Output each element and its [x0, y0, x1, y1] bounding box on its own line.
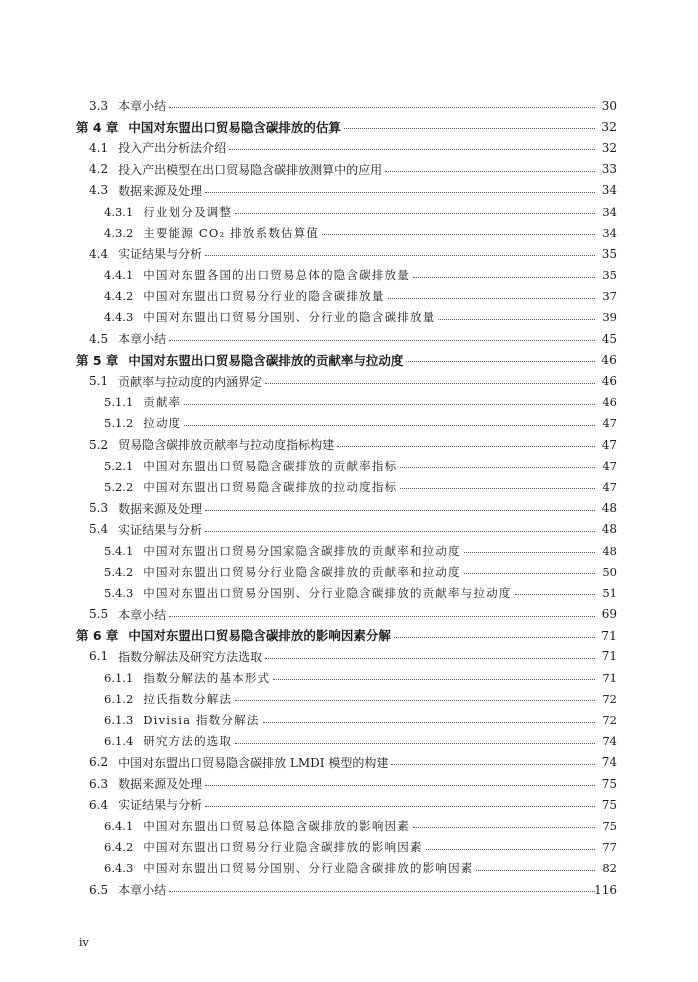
toc-entry-title: 中国对东盟出口贸易分行业隐含碳排放的贡献率和拉动度: [143, 564, 461, 579]
dot-leader: [229, 148, 595, 150]
toc-entry-title: 中国对东盟出口贸易分国家隐含碳排放的贡献率和拉动度: [143, 543, 461, 558]
toc-entry-title: 中国对东盟出口贸易分国别、分行业隐含碳排放的影响因素: [143, 861, 474, 876]
toc-entry-title: 数据来源及处理: [118, 501, 203, 516]
toc-entry-page: 45: [601, 331, 617, 346]
toc-entry-title: 本章小结: [118, 883, 167, 898]
dot-leader: [464, 572, 595, 574]
toc-entry[interactable]: [0, 222, 698, 243]
toc-entry-page: 35: [601, 246, 617, 261]
dot-leader: [205, 784, 595, 786]
toc-entry-title: 中国对东盟出口贸易分行业的隐含碳排放量: [143, 289, 385, 304]
dot-leader: [406, 360, 595, 362]
toc-entry-page: 35: [602, 268, 617, 283]
toc-entry-title: 本章小结: [118, 332, 167, 347]
toc-entry-title: 研究方法的选取: [143, 734, 233, 749]
toc-entry-page: 32: [601, 119, 617, 135]
toc-entry[interactable]: [0, 455, 698, 476]
toc-entry-page: 50: [602, 564, 617, 579]
toc-entry-number: 5.4.2: [104, 564, 134, 579]
toc-entry-title: 投入产出模型在出口贸易隐含碳排放测算中的应用: [118, 162, 383, 177]
toc-entry-title: 拉氏指数分解法: [143, 691, 233, 706]
dot-leader: [205, 191, 595, 193]
toc-entry[interactable]: [0, 180, 698, 201]
toc-entry-page: 69: [601, 607, 617, 622]
toc-entry-number: 5.4.1: [104, 543, 134, 558]
toc-entry[interactable]: [0, 709, 698, 730]
toc-entry[interactable]: [0, 392, 698, 413]
toc-entry-number: 4.4.3: [104, 310, 134, 325]
toc-entry-title: 指数分解法的基本形式: [143, 670, 271, 685]
toc-entry-number: 第 5 章: [76, 352, 119, 368]
toc-entry[interactable]: [0, 265, 698, 286]
toc-entry-page: 37: [602, 289, 617, 304]
toc-entry-title: 中国对东盟出口贸易分行业隐含碳排放的影响因素: [143, 840, 423, 855]
dot-leader: [263, 721, 595, 723]
toc-entry-title: 数据来源及处理: [118, 183, 203, 198]
toc-entry-page: 30: [601, 98, 617, 113]
toc-entry[interactable]: [0, 498, 698, 519]
toc-entry-title: 实证结果与分析: [118, 522, 203, 537]
toc-entry[interactable]: [0, 159, 698, 180]
toc-entry-number: 6.5: [89, 882, 109, 897]
toc-entry-number: 5.1.1: [104, 395, 134, 410]
toc-entry-title: 本章小结: [118, 99, 167, 114]
toc-entry-page: 47: [602, 479, 617, 494]
toc-entry-page: 48: [601, 522, 617, 537]
dot-leader: [184, 424, 595, 426]
toc-entry-number: 5.2.1: [104, 458, 134, 473]
dot-leader: [169, 339, 595, 341]
toc-entry-page: 77: [602, 840, 617, 855]
toc-entry-page: 116: [594, 882, 617, 897]
dot-leader: [235, 699, 595, 701]
dot-leader: [385, 170, 595, 172]
dot-leader: [235, 212, 595, 214]
dot-leader: [515, 593, 595, 595]
toc-entry-title: 主要能源 CO₂ 排放系数估算值: [143, 225, 320, 240]
toc-entry[interactable]: [0, 815, 698, 836]
dot-leader: [205, 805, 595, 807]
dot-leader: [235, 742, 595, 744]
dot-leader: [400, 487, 595, 489]
toc-entry-number: 5.4: [89, 522, 109, 537]
toc-entry-page: 46: [602, 395, 617, 410]
toc-entry[interactable]: [0, 752, 698, 773]
toc-entry-number: 6.1.3: [104, 713, 134, 728]
toc-entry-page: 48: [601, 501, 617, 516]
toc-entry[interactable]: [0, 286, 698, 307]
toc-entry[interactable]: [0, 243, 698, 264]
toc-entry-page: 82: [602, 861, 617, 876]
toc-entry-page: 75: [601, 776, 617, 791]
dot-leader: [265, 657, 595, 659]
toc-entry[interactable]: [0, 582, 698, 603]
toc-entry-page: 72: [602, 691, 617, 706]
toc-entry-number: 6.1.2: [104, 691, 134, 706]
toc-entry-page: 46: [601, 352, 617, 368]
toc-entry-number: 4.2: [89, 162, 109, 177]
toc-entry-page: 71: [602, 670, 617, 685]
toc-entry-number: 6.4.2: [104, 840, 134, 855]
toc-entry[interactable]: [0, 837, 698, 858]
toc-entry-page: 71: [601, 627, 617, 643]
toc-entry-number: 4.4: [89, 246, 109, 261]
toc-entry-title: 中国对东盟出口贸易分国别、分行业隐含碳排放的贡献率与拉动度: [143, 585, 512, 600]
toc-entry-number: 5.4.3: [104, 585, 134, 600]
dot-leader: [426, 848, 595, 850]
dot-leader: [273, 678, 595, 680]
toc-entry-number: 4.4.1: [104, 268, 134, 283]
dot-leader: [265, 382, 595, 384]
toc-entry-title: 实证结果与分析: [118, 247, 203, 262]
toc-entry-title: 中国对东盟出口贸易分国别、分行业的隐含碳排放量: [143, 310, 436, 325]
toc-entry-number: 6.2: [89, 755, 109, 770]
dot-leader: [169, 615, 595, 617]
dot-leader: [413, 276, 595, 278]
toc-entry-page: 47: [601, 437, 617, 452]
toc-entry-title: 中国对东盟出口贸易隐含碳排放的贡献率指标: [143, 458, 398, 473]
toc-entry[interactable]: [0, 476, 698, 497]
toc-entry-title: 中国对东盟出口贸易隐含碳排放 LMDI 模型的构建: [118, 755, 389, 770]
toc-entry-number: 5.1.2: [104, 416, 134, 431]
toc-entry[interactable]: [0, 731, 698, 752]
toc-entry-number: 4.5: [89, 331, 109, 346]
toc-entry[interactable]: [0, 540, 698, 561]
dot-leader: [388, 297, 595, 299]
toc-entry[interactable]: [0, 773, 698, 794]
toc-entry[interactable]: [0, 201, 698, 222]
dot-leader: [413, 826, 595, 828]
toc-entry-page: 47: [602, 458, 617, 473]
toc-entry-page: 47: [602, 416, 617, 431]
toc-entry-number: 第 4 章: [76, 119, 119, 135]
dot-leader: [394, 636, 595, 638]
toc-entry[interactable]: [0, 688, 698, 709]
toc-entry[interactable]: [0, 328, 698, 349]
toc-entry[interactable]: [0, 413, 698, 434]
toc-entry-number: 6.1: [89, 649, 109, 664]
toc-entry-number: 4.3.2: [104, 225, 134, 240]
toc-entry[interactable]: [0, 370, 698, 391]
dot-leader: [400, 466, 595, 468]
toc-entry[interactable]: [0, 858, 698, 879]
toc-entry-title: 指数分解法及研究方法选取: [118, 649, 263, 664]
dot-leader: [438, 318, 595, 320]
page-number: iv: [79, 936, 89, 949]
toc-entry-page: 39: [602, 310, 617, 325]
toc-entry-number: 4.3: [89, 183, 109, 198]
toc-entry-title: 实证结果与分析: [118, 798, 203, 813]
toc-entry-number: 4.3.1: [104, 204, 134, 219]
toc-entry-number: 4.1: [89, 140, 109, 155]
toc-entry-title: Divisia 指数分解法: [143, 713, 260, 728]
toc-entry-page: 32: [601, 140, 617, 155]
toc-entry-number: 6.4: [89, 797, 109, 812]
toc-entry-title: 贸易隐含碳排放贡献率与拉动度指标构建: [118, 438, 335, 453]
toc-entry-title: 数据来源及处理: [118, 777, 203, 792]
toc-entry-page: 71: [601, 649, 617, 664]
toc-entry-number: 6.3: [89, 776, 109, 791]
toc-entry-number: 5.3: [89, 501, 109, 516]
toc-entry-page: 34: [602, 204, 617, 219]
toc-entry-title: 中国对东盟各国的出口贸易总体的隐含碳排放量: [143, 268, 410, 283]
toc-entry-page: 33: [601, 162, 617, 177]
toc-entry-page: 51: [602, 585, 617, 600]
toc-entry[interactable]: [0, 879, 698, 900]
toc-entry-page: 74: [601, 755, 617, 770]
toc-entry-page: 34: [602, 225, 617, 240]
toc-entry-title: 行业划分及调整: [143, 204, 233, 219]
toc-entry[interactable]: [0, 95, 698, 116]
toc-entry[interactable]: [0, 137, 698, 158]
toc-entry[interactable]: [0, 349, 698, 370]
toc-entry-title: 拉动度: [143, 416, 182, 431]
toc-entry-title: 中国对东盟出口贸易隐含碳排放的估算: [128, 119, 341, 135]
toc-entry-number: 5.1: [89, 374, 109, 389]
toc-entry-page: 75: [602, 818, 617, 833]
dot-leader: [169, 890, 595, 892]
dot-leader: [169, 106, 595, 108]
toc-entry-title: 投入产出分析法介绍: [118, 141, 227, 156]
toc-entry[interactable]: [0, 625, 698, 646]
toc-entry[interactable]: [0, 519, 698, 540]
toc-entry-number: 6.4.1: [104, 818, 134, 833]
toc-entry-number: 6.4.3: [104, 861, 134, 876]
dot-leader: [205, 254, 595, 256]
dot-leader: [322, 233, 595, 235]
toc-entry-number: 6.1.4: [104, 734, 134, 749]
toc-entry-title: 贡献率: [143, 395, 182, 410]
toc-entry-page: 74: [602, 734, 617, 749]
toc-entry-title: 贡献率与拉动度的内涵界定: [118, 374, 263, 389]
toc-entry-title: 中国对东盟出口贸易隐含碳排放的拉动度指标: [143, 479, 398, 494]
toc-entry[interactable]: [0, 116, 698, 137]
toc-entry[interactable]: [0, 604, 698, 625]
dot-leader: [205, 509, 595, 511]
table-of-contents: [0, 95, 698, 900]
dot-leader: [344, 127, 595, 129]
toc-entry-title: 中国对东盟出口贸易隐含碳排放的影响因素分解: [128, 628, 391, 644]
dot-leader: [391, 763, 595, 765]
toc-entry-number: 5.5: [89, 607, 109, 622]
toc-entry-page: 46: [601, 374, 617, 389]
toc-entry-number: 3.3: [89, 98, 109, 113]
toc-entry[interactable]: [0, 667, 698, 688]
toc-entry-title: 中国对东盟出口贸易隐含碳排放的贡献率与拉动度: [128, 352, 404, 368]
toc-entry-number: 4.4.2: [104, 289, 134, 304]
toc-entry[interactable]: [0, 646, 698, 667]
dot-leader: [184, 403, 595, 405]
toc-entry-number: 5.2.2: [104, 479, 134, 494]
toc-entry-number: 第 6 章: [76, 628, 119, 644]
toc-entry-title: 本章小结: [118, 607, 167, 622]
dot-leader: [205, 530, 595, 532]
toc-entry[interactable]: [0, 561, 698, 582]
toc-entry-page: 72: [602, 713, 617, 728]
toc-entry-page: 75: [601, 797, 617, 812]
toc-entry-page: 48: [602, 543, 617, 558]
toc-entry-title: 中国对东盟出口贸易总体隐含碳排放的影响因素: [143, 818, 410, 833]
dot-leader: [337, 445, 595, 447]
toc-entry[interactable]: [0, 794, 698, 815]
toc-entry-number: 5.2: [89, 437, 109, 452]
dot-leader: [476, 869, 595, 871]
toc-entry-number: 6.1.1: [104, 670, 134, 685]
dot-leader: [464, 551, 595, 553]
toc-entry[interactable]: [0, 307, 698, 328]
toc-entry-page: 34: [601, 183, 617, 198]
toc-entry[interactable]: [0, 434, 698, 455]
